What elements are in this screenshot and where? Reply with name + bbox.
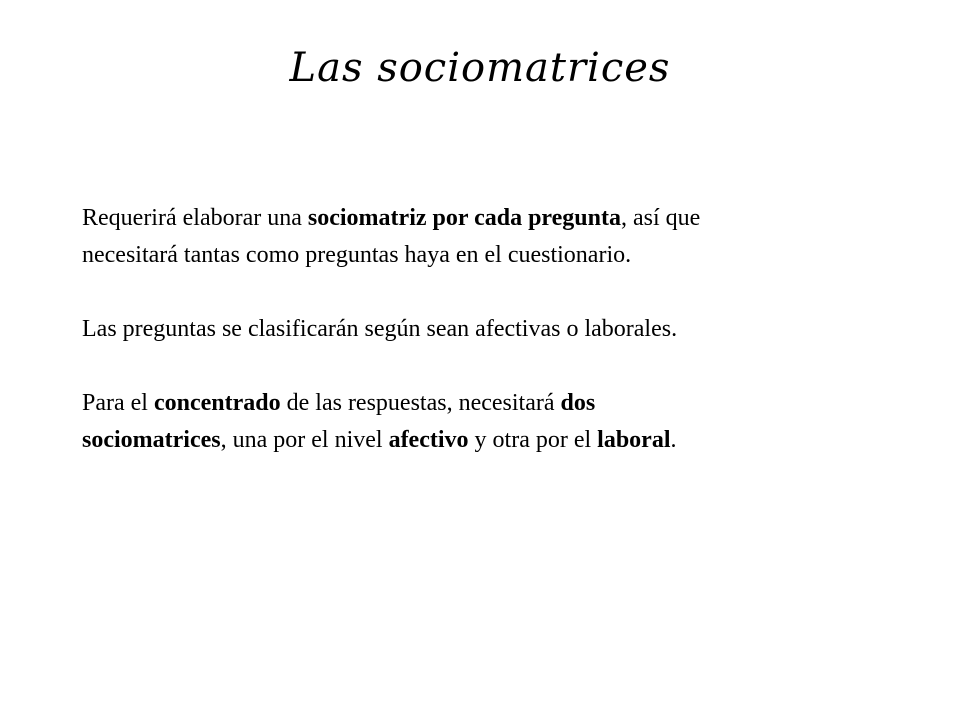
bold-text-run: dos bbox=[560, 390, 596, 416]
text-run: necesitará tantas como preguntas haya en el cuestionario. bbox=[82, 242, 632, 268]
text-run: Las preguntas se clasificarán según sean afectivas o laborales. bbox=[82, 316, 678, 342]
paragraph-question-classification bbox=[82, 311, 882, 348]
paragraph-concentrado bbox=[82, 385, 882, 459]
text-run: de las respuestas, necesitará bbox=[280, 390, 561, 416]
paragraph-1-line-2 bbox=[82, 237, 882, 274]
paragraph-1-line-1 bbox=[82, 200, 882, 237]
text-run: Para el bbox=[82, 390, 154, 416]
paragraph-2-line-1 bbox=[82, 311, 882, 348]
paragraph-sociomatriz-per-question bbox=[82, 200, 882, 274]
slide-body bbox=[82, 200, 882, 459]
paragraph-3-line-1 bbox=[82, 385, 882, 422]
text-run: , una por el nivel bbox=[220, 427, 389, 453]
bold-text-run: sociomatrices bbox=[82, 427, 221, 453]
bold-text-run: afectivo bbox=[388, 427, 469, 453]
bold-text-run: laboral bbox=[597, 427, 671, 453]
slide-title: Las sociomatrices bbox=[289, 45, 671, 91]
bold-text-run: concentrado bbox=[153, 390, 281, 416]
text-run: Requerirá elaborar una bbox=[82, 205, 308, 231]
text-run: , así que bbox=[620, 205, 701, 231]
paragraph-3-line-2 bbox=[82, 422, 882, 459]
bold-text-run: sociomatriz por cada pregunta bbox=[307, 205, 621, 231]
text-run: . bbox=[670, 427, 677, 453]
text-run: y otra por el bbox=[468, 427, 598, 453]
